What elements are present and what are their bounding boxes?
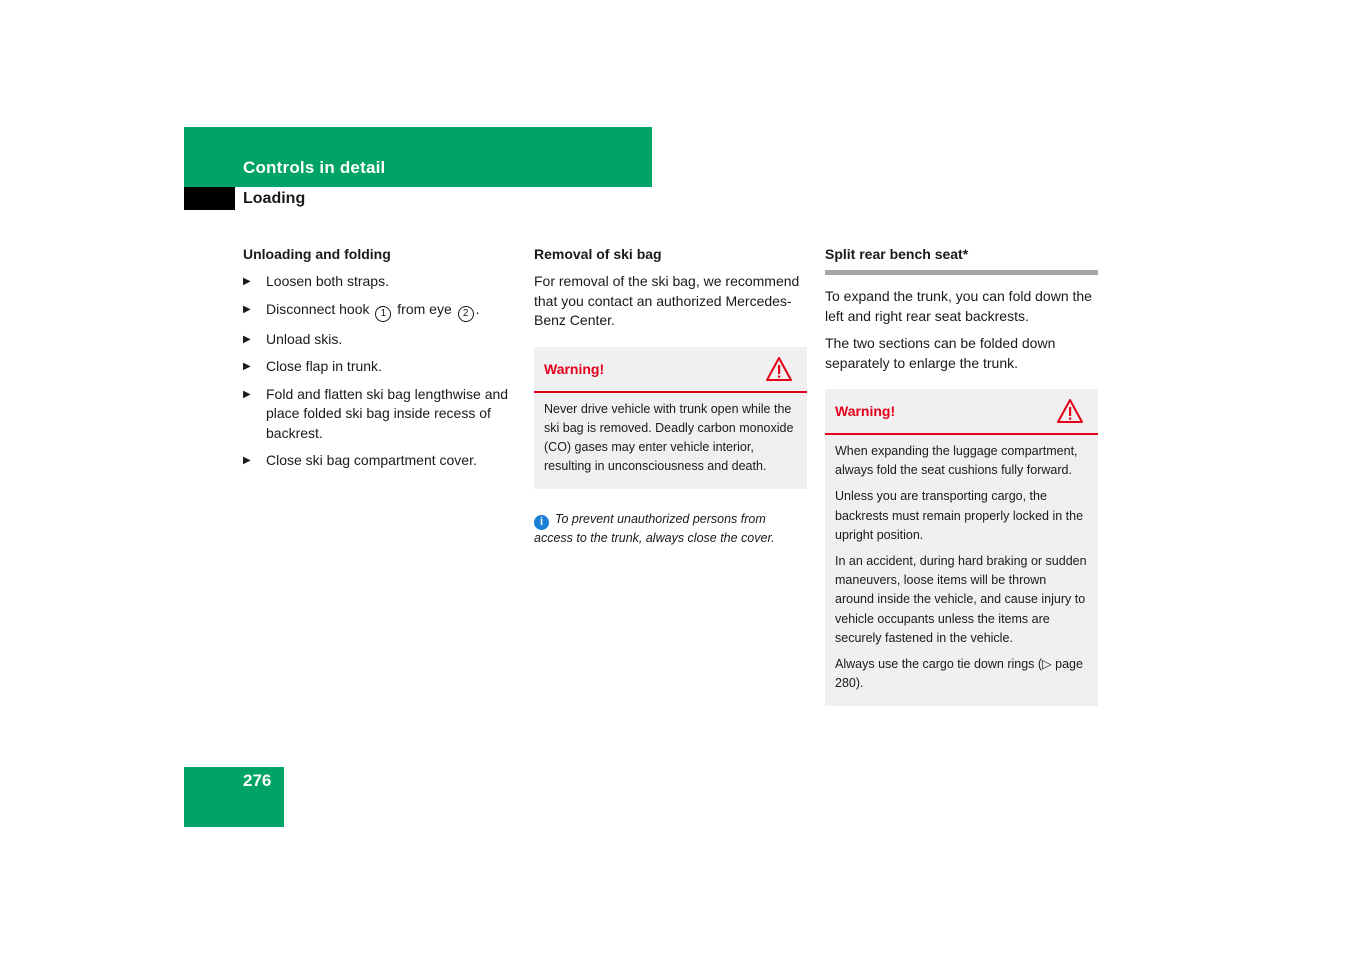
warning-paragraph: When expanding the luggage compartment, always fold the seat cushions fully forward. bbox=[835, 444, 1078, 478]
step-item bbox=[243, 385, 515, 444]
warning-title: Warning! bbox=[835, 403, 896, 419]
triangle-bullet-icon: ▶ bbox=[243, 333, 251, 345]
page-number: 276 bbox=[243, 771, 272, 790]
column-removal bbox=[534, 245, 807, 546]
warning-header bbox=[534, 347, 807, 393]
step-item bbox=[243, 330, 515, 350]
triangle-bullet-icon: ▶ bbox=[243, 276, 251, 287]
step-item bbox=[243, 272, 515, 292]
warning-paragraph: Unless you are transporting cargo, the backrests must remain properly locked in the upright position. bbox=[835, 489, 1084, 542]
triangle-bullet-icon: ▶ bbox=[243, 303, 251, 315]
hook-number-circle: 1 bbox=[375, 306, 391, 322]
removal-paragraph: For removal of the ski bag, we recommend that you contact an authorized Mercedes-Benz Center. bbox=[534, 273, 800, 328]
step-text: Close ski bag compartment cover. bbox=[266, 452, 477, 468]
warning-body bbox=[825, 435, 1098, 702]
subsection-title: Loading bbox=[243, 190, 306, 207]
split-seat-paragraph: To expand the trunk, you can fold down the left and right rear seat backrests. bbox=[825, 288, 1092, 324]
step-text: Loosen both straps. bbox=[266, 273, 389, 289]
section-title: Controls in detail bbox=[243, 158, 386, 177]
step-text: Close flap in trunk. bbox=[266, 358, 382, 374]
step-item bbox=[243, 451, 515, 471]
warning-paragraph: In an accident, during hard braking or sudden maneuvers, loose items will be thrown around inside the vehicle, and cause injury to vehicle occupants unless the items are securely fastened in the vehicle. bbox=[835, 554, 1087, 645]
heading-removal-ski-bag: Removal of ski bag bbox=[534, 246, 662, 262]
heading-unloading-folding: Unloading and folding bbox=[243, 246, 391, 262]
info-note-text: To prevent unauthorized persons from access to the trunk, always close the cover. bbox=[534, 512, 775, 546]
step-item bbox=[243, 357, 515, 377]
warning-box bbox=[825, 389, 1098, 706]
step-list bbox=[243, 272, 515, 471]
warning-box bbox=[534, 347, 807, 490]
column-split-seat bbox=[825, 245, 1098, 706]
split-seat-paragraph: The two sections can be folded down separately to enlarge the trunk. bbox=[825, 335, 1056, 371]
warning-triangle-icon bbox=[1056, 398, 1084, 424]
triangle-bullet-icon: ▶ bbox=[243, 361, 251, 372]
info-note bbox=[534, 511, 807, 546]
step-text-middle: from eye bbox=[393, 300, 456, 317]
heading-split-rear-bench-seat: Split rear bench seat* bbox=[825, 246, 969, 262]
header-band bbox=[184, 127, 652, 187]
warning-text: Never drive vehicle with trunk open while the ski bag is removed. Deadly carbon monoxide (CO) gases may enter vehicle interior, resulting in unconsciousness and death. bbox=[544, 401, 794, 474]
step-text-after: . bbox=[475, 300, 480, 317]
warning-body bbox=[534, 393, 807, 486]
column-unloading bbox=[243, 245, 515, 479]
step-item bbox=[243, 300, 515, 322]
step-text: Unload skis. bbox=[266, 330, 343, 347]
warning-triangle-icon bbox=[765, 356, 793, 382]
triangle-bullet-icon: ▶ bbox=[243, 455, 251, 466]
triangle-bullet-icon: ▶ bbox=[243, 388, 251, 400]
info-icon: i bbox=[534, 515, 549, 530]
section-marker-tab bbox=[184, 187, 235, 210]
warning-title: Warning! bbox=[544, 360, 605, 377]
heading-rule bbox=[825, 270, 1098, 275]
step-text-before: Disconnect hook bbox=[266, 300, 374, 317]
warning-paragraph: Always use the cargo tie down rings (▷ page 280). bbox=[835, 657, 1083, 691]
eye-number-circle: 2 bbox=[458, 306, 474, 322]
warning-header bbox=[825, 389, 1098, 435]
step-text: Fold and flatten ski bag lengthwise and place folded ski bag inside recess of backrest. bbox=[266, 385, 509, 441]
